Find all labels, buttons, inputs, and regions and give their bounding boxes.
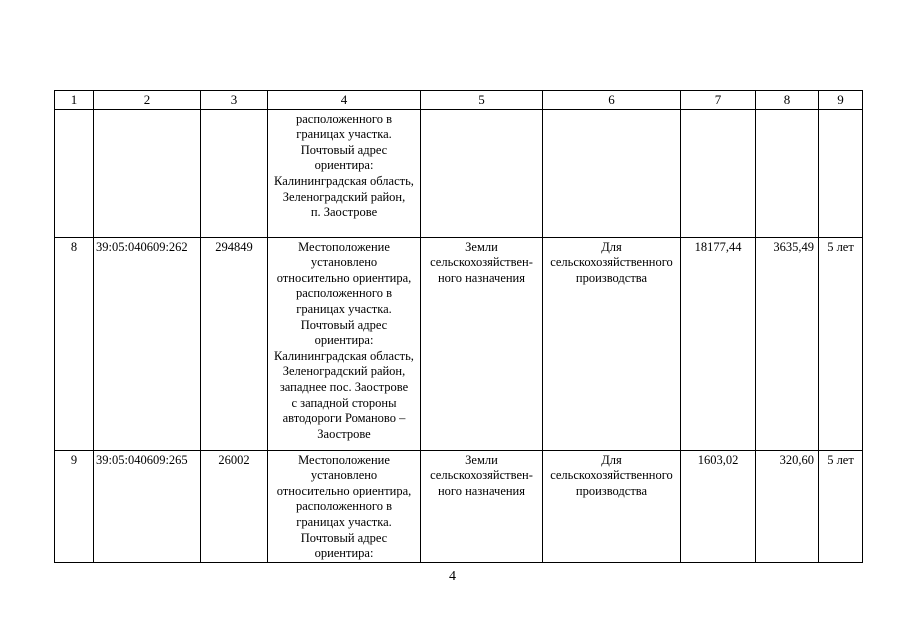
- col-header-8: 8: [756, 91, 819, 110]
- location-cell: Местоположение установлено относительно ориентира, расположенного в границах участка. Почтовый адрес ориентира:: [268, 450, 421, 562]
- col-header-3: 3: [201, 91, 268, 110]
- term-value: 5 лет: [819, 237, 863, 450]
- column-numbers-row: [55, 91, 863, 110]
- cadastral-number: 39:05:040609:262: [94, 237, 201, 450]
- col-header-4: 4: [268, 91, 421, 110]
- land-category-cell: Земли сельскохозяйствен- ного назначения: [421, 237, 543, 450]
- land-plots-table: [54, 90, 863, 563]
- area-value: 26002: [201, 450, 268, 562]
- location-cell: расположенного в границах участка. Почтовый адрес ориентира: Калининградская область, Зеленоградский район, п. Заострове: [268, 109, 421, 237]
- page-number: 4: [449, 569, 456, 584]
- col-header-9: 9: [819, 91, 863, 110]
- col-header-2: 2: [94, 91, 201, 110]
- col-header-6: 6: [543, 91, 681, 110]
- table-row: [55, 237, 863, 450]
- land-category-cell: Земли сельскохозяйствен- ного назначения: [421, 450, 543, 562]
- col8-value: 3635,49: [756, 237, 819, 450]
- cadastral-number: 39:05:040609:265: [94, 450, 201, 562]
- col-header-1: 1: [55, 91, 94, 110]
- col-header-7: 7: [681, 91, 756, 110]
- location-cell: Местоположение установлено относительно ориентира, расположенного в границах участка. Почтовый адрес ориентира: Калининградская область, Зеленоградский район, западнее пос. Заострове с западной стороны автодороги Романово – Заострове: [268, 237, 421, 450]
- row-number: 8: [55, 237, 94, 450]
- term-value: 5 лет: [819, 450, 863, 562]
- permitted-use-cell: Для сельскохозяйственного производства: [543, 450, 681, 562]
- row-number: 9: [55, 450, 94, 562]
- document-page: [54, 90, 862, 563]
- col7-value: 1603,02: [681, 450, 756, 562]
- table-row-continuation: [55, 109, 863, 237]
- col-header-5: 5: [421, 91, 543, 110]
- table-row: [55, 450, 863, 562]
- permitted-use-cell: Для сельскохозяйственного производства: [543, 237, 681, 450]
- col7-value: 18177,44: [681, 237, 756, 450]
- col8-value: 320,60: [756, 450, 819, 562]
- area-value: 294849: [201, 237, 268, 450]
